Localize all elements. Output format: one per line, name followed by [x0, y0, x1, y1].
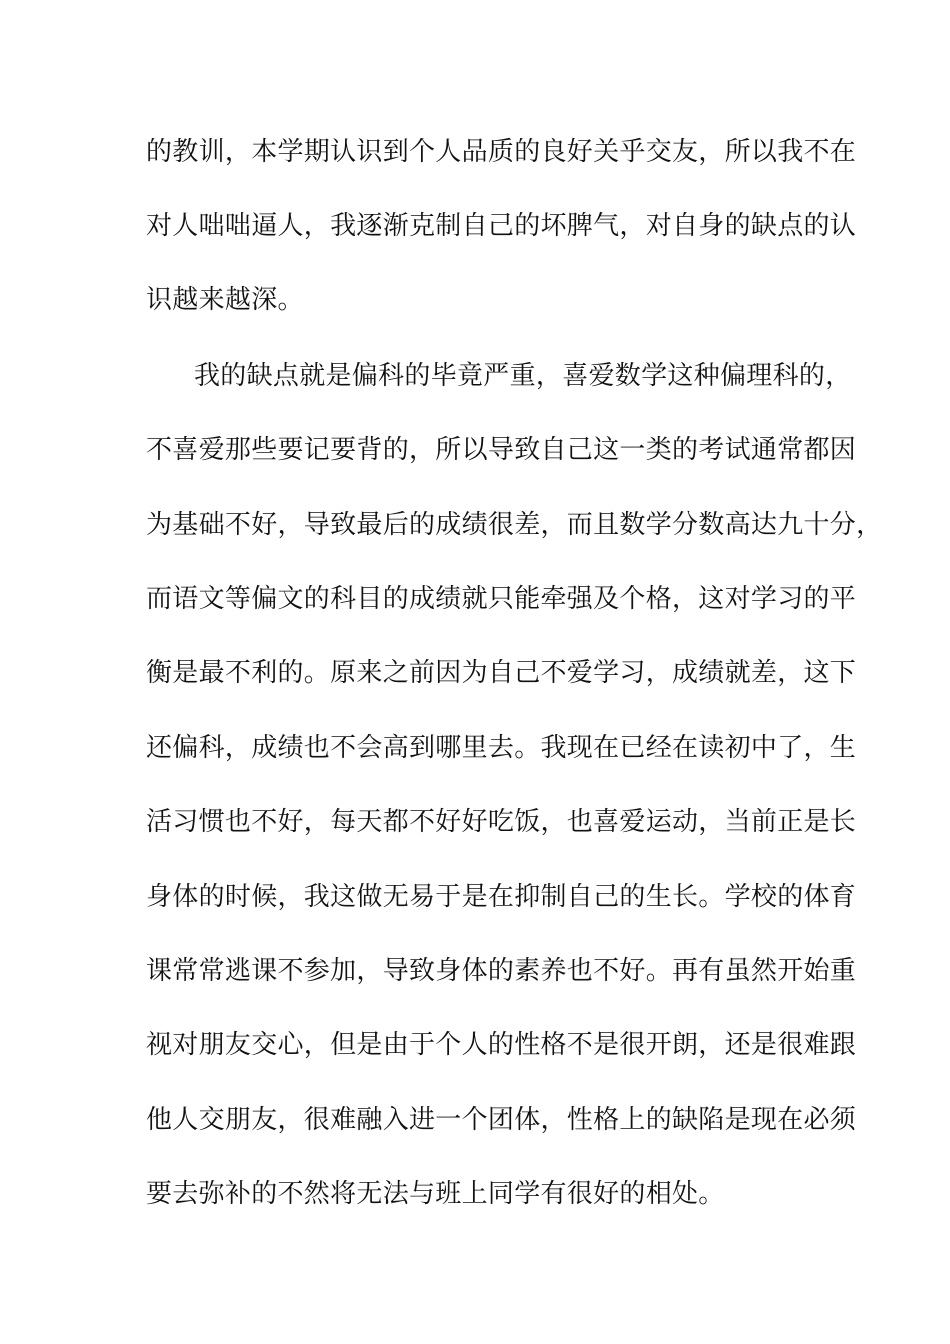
text-line: 课常常逃课不参加，导致身体的素养也不好。再有虽然开始重 [146, 956, 857, 986]
text-line: 识越来越深。 [146, 285, 304, 315]
text-line: 对人咄咄逼人，我逐渐克制自己的坏脾气，对自身的缺点的认 [146, 211, 857, 241]
text-line: 他人交朋友，很难融入进一个团体，性格上的缺陷是现在必须 [146, 1105, 857, 1135]
text-line: 的教训，本学期认识到个人品质的良好关乎交友，所以我不在 [146, 137, 857, 167]
text-line: 活习惯也不好，每天都不好好吃饭，也喜爱运动，当前正是长 [146, 807, 857, 837]
text-line: 视对朋友交心，但是由于个人的性格不是很开朗，还是很难跟 [146, 1030, 857, 1060]
text-line: 要去弥补的不然将无法与班上同学有很好的相处。 [146, 1179, 725, 1209]
text-line: 我的缺点就是偏科的毕竟严重，喜爱数学这种偏理科的， [194, 361, 852, 391]
text-line: 而语文等偏文的科目的成绩就只能牵强及个格，这对学习的平 [146, 584, 857, 614]
text-line: 还偏科，成绩也不会高到哪里去。我现在已经在读初中了，生 [146, 733, 857, 763]
text-line: 衡是最不利的。原来之前因为自己不爱学习，成绩就差，这下 [146, 658, 857, 688]
text-line: 身体的时候，我这做无易于是在抑制自己的生长。学校的体育 [146, 882, 857, 912]
text-line: 为基础不好，导致最后的成绩很差，而且数学分数高达九十分， [146, 510, 883, 540]
text-line: 不喜爱那些要记要背的，所以导致自己这一类的考试通常都因 [146, 435, 857, 465]
